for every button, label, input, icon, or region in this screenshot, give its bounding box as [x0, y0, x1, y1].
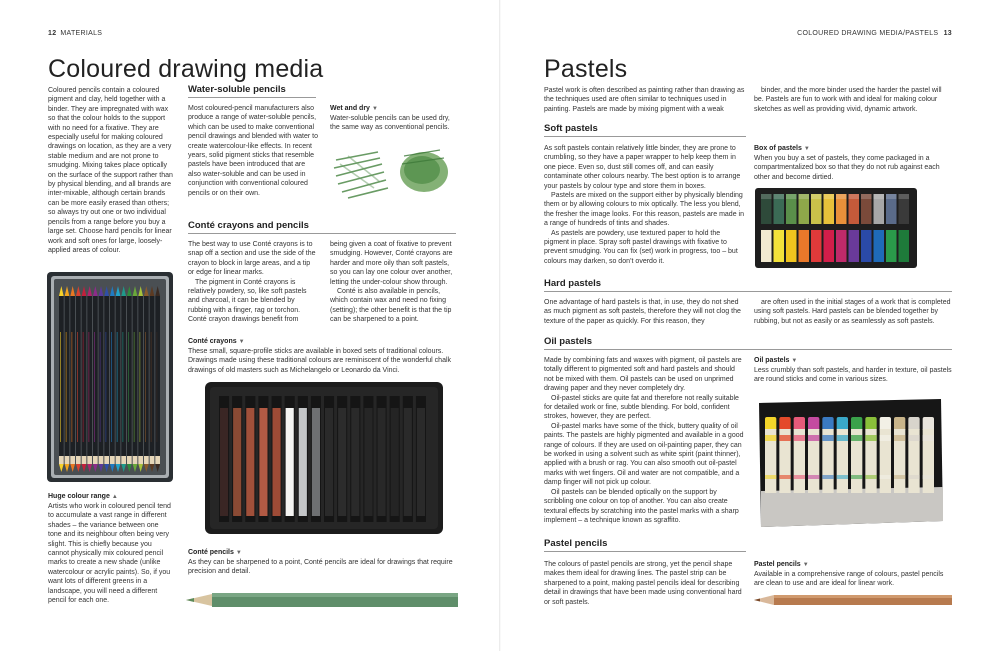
heading-water-soluble: Water-soluble pencils: [188, 84, 316, 98]
running-head-right: COLOURED DRAWING MEDIA/PASTELS 13: [797, 30, 952, 37]
pencil-stripe: [139, 332, 140, 442]
oil-pastel-tip: [865, 417, 876, 431]
conte-col1-p1: The best way to use Conté crayons is to snap off a section and use the side of the crayon to block in large areas, and a tip or edge for linear marks.: [188, 241, 316, 277]
pencil-wood: [133, 456, 138, 464]
oil-pastel-band: [908, 435, 919, 441]
pencil-stripe: [151, 332, 152, 442]
pastel-pencil-image: [754, 592, 952, 608]
conte-crayon-box-image: [205, 382, 443, 534]
soft-pastel-bottom: [786, 230, 797, 262]
conte-stick: [351, 408, 359, 516]
oil-pastel-band: [822, 475, 833, 479]
pencil-body: [99, 296, 104, 456]
pencil-wood: [87, 456, 92, 464]
huge-range-caption-label: Huge colour range ▲: [48, 493, 118, 500]
pencil-stripe: [128, 332, 129, 442]
conte-stick: [246, 408, 254, 516]
oil-pastel-tip: [794, 417, 805, 431]
soft-pastel-bottom: [886, 230, 897, 262]
box-pastels-caption-text: When you buy a set of pastels, they come packaged in a compartmentalized box so that they do not rub against each other and become dirtied.: [754, 155, 940, 181]
soft-pastel-shine: [836, 194, 847, 199]
pencil-stripe: [88, 332, 89, 442]
pencil-body: [82, 296, 87, 456]
pencil-body: [93, 296, 98, 456]
heading-soft-pastels: Soft pastels: [544, 123, 746, 137]
heading-hard-pastels: Hard pastels: [544, 278, 952, 292]
conte-pencils-caption-label: Conté pencils ▼: [188, 549, 242, 556]
pencil-body: [70, 296, 75, 456]
oil-pastel-tip: [779, 417, 790, 431]
conte-crayons-caption-label: Conté crayons ▼: [188, 338, 245, 345]
pastels-intro-col1: Pastel work is often described as painting rather than drawing as the techniques used are often similar to techniques used in painting. Pastels are made by mixing pigment with a weak: [544, 87, 745, 113]
conte-stick: [286, 408, 294, 516]
conte-pencils-caption-text: As they can be sharpened to a point, Conté pencils are ideal for drawings that require precision and detail.: [188, 559, 453, 576]
oil-pastel-band: [779, 435, 790, 441]
conte-col-2: [330, 240, 458, 325]
oil-pastel-band: [808, 475, 819, 479]
soft-pastel-bottom: [774, 230, 785, 262]
conte-stick: [364, 408, 372, 516]
oil-pastels-caption-label: Oil pastels ▼: [754, 357, 798, 364]
pastels-intro-col2: binder, and the more binder used the harder the pastel will be. Pastels are fun to work with and ideal for making colour sketches as well as providing vivid, dynamic artwork.: [754, 87, 942, 113]
heading-oil-pastels: Oil pastels: [544, 336, 952, 350]
pencil-wood: [65, 456, 70, 464]
oil-pastel-tip: [894, 417, 905, 431]
pencil-body: [144, 296, 149, 456]
oil-pastel-band: [808, 435, 819, 441]
pastel-pencils-caption-text: Available in a comprehensive range of colours, pastel pencils are clean to use and are ideal for linear work.: [754, 571, 944, 588]
pencil-stripe: [145, 332, 146, 442]
wet-dry-caption-label: Wet and dry ▼: [330, 105, 378, 112]
pencil-wood: [93, 456, 98, 464]
pencil-stripe: [66, 332, 67, 442]
pencil-wood: [70, 456, 75, 464]
oil-pastels-caption-text: Less crumbly than soft pastels, and harder in texture, oil pastels are round sticks and come in various sizes.: [754, 367, 952, 384]
oil-pastel-tip: [837, 417, 848, 431]
pencil-stripe: [134, 332, 135, 442]
oil-pastel-band: [822, 435, 833, 441]
oil-p1: Made by combining fats and waxes with pigment, oil pastels are totally different to pigmented soft and hard pastels and should not be mixed with them. Oil pastels can be used on unprimed drawing paper and they never completely dry.: [544, 357, 742, 393]
pencil-body: [110, 296, 115, 456]
pencil-body: [104, 296, 109, 456]
soft-pastel-shine: [811, 194, 822, 199]
conte-stick: [312, 408, 320, 516]
oil-pastel-band: [865, 435, 876, 441]
page-title-right: Pastels: [544, 55, 628, 83]
oil-pastel-tip: [851, 417, 862, 431]
pencil-wood: [138, 456, 143, 464]
pencil-wood: [150, 456, 155, 464]
pencil-wood: [82, 456, 87, 464]
oil-pastel-tip: [880, 417, 891, 431]
pastel-pencils-caption-label: Pastel pencils ▼: [754, 561, 809, 568]
pencil-body: [138, 296, 143, 456]
pastel-pencils-text: The colours of pastel pencils are strong, yet the pencil shape makes them ideal for drawing lines. The pastel strip can be sharpened to a point, making pastel pencils ideal for describing detail in drawings that have been made using conventional hard or soft pastels.: [544, 561, 742, 606]
conte-stick: [378, 408, 386, 516]
pencil-stripe: [117, 332, 118, 442]
soft-pastel-bottom: [874, 230, 885, 262]
pencil-stripe: [77, 332, 78, 442]
oil-pastel-band: [794, 435, 805, 441]
oil-pastel-tip: [923, 417, 934, 431]
soft-pastel-bottom: [799, 230, 810, 262]
pencil-body: [59, 296, 64, 456]
pencil-body: [65, 296, 70, 456]
pencil-stripe: [156, 332, 157, 442]
conte-crayons-caption-text: These small, square-profile sticks are available in boxed sets of traditional colours. Drawings made using these traditional colours are reminiscent of the wonderful chalk drawings of old masters such as Michelangelo or Leonardo da Vinci.: [188, 348, 452, 374]
water-soluble-text: Most coloured-pencil manufacturers also produce a range of water-soluble pencils, which can be used to make conventional pencil drawings and blended with water to create watercolour-like effects. In recent years, solid pigment sticks that resemble pastels have been introduced that are also water-soluble and can be used in conjunction with conventional coloured pencils or on their own.: [188, 105, 318, 197]
soft-pastel-shine: [861, 194, 872, 199]
oil-pastel-band: [765, 435, 776, 441]
soft-p1: As soft pastels contain relatively little binder, they are prone to crumbling, so they have a paper wrapper to help keep them in one piece. Even so, dust still comes off, and can easily contaminate other colours nearby. The best option is to arrange your pastels by colour type and store them in boxes.: [544, 145, 741, 190]
coloured-pencil-set-image: [47, 272, 173, 482]
oil-pastel-tip: [765, 417, 776, 431]
oil-pastel-band: [908, 475, 919, 479]
conte-stick: [391, 408, 399, 516]
soft-pastels-text: [544, 144, 746, 266]
oil-pastel-band: [794, 475, 805, 479]
conte-col-1: [188, 240, 318, 325]
pencil-wood: [127, 456, 132, 464]
page-title-left: Coloured drawing media: [48, 55, 324, 83]
conte-col2-p2: Conté is also available in pencils, which contain wax and need no fixing (setting); the other benefit is that the tip can be sharpened to a point.: [330, 288, 452, 324]
soft-pastel-bottom: [824, 230, 835, 262]
pencil-wood: [121, 456, 126, 464]
soft-pastel-box-image: [755, 188, 917, 268]
oil-pastel-band: [765, 475, 776, 479]
oil-pastel-band: [837, 475, 848, 479]
pencil-wood: [110, 456, 115, 464]
pencil-body: [87, 296, 92, 456]
soft-pastel-shine: [786, 194, 797, 199]
pencil-wood: [59, 456, 64, 464]
conte-stick: [325, 408, 333, 516]
conte-pencil-image: [186, 588, 458, 610]
box-pastels-caption-label: Box of pastels ▼: [754, 145, 810, 152]
pencil-body: [155, 296, 160, 456]
conte-stick: [404, 408, 412, 516]
conte-stick: [273, 408, 281, 516]
soft-pastel-bottom: [849, 230, 860, 262]
oil-pastel-band: [894, 475, 905, 479]
pencil-wood: [116, 456, 121, 464]
soft-pastel-shine: [874, 194, 885, 199]
oil-pastel-band: [880, 435, 891, 441]
intro-text: Coloured pencils contain a coloured pigment and clay, held together with a binder. They are impregnated with wax so that the colour holds to the support with no need for a fixative. They are especially useful for making coloured drawings on location, as they are a very stable medium and are not prone to smudging. Mixing takes place optically on the surface of the support rather than by physical blending, and all brands are inter-mixable, although certain brands can be more easily erased than others; so always try out one or two individual pencils from a range before you buy a large set. Choose hard pencils for linear work and soft ones for large, loosely-applied areas of colour.: [48, 87, 173, 254]
pencil-stripe: [83, 332, 84, 442]
pencil-wood: [155, 456, 160, 464]
soft-pastel-shine: [849, 194, 860, 199]
pencil-stripe: [105, 332, 106, 442]
oil-pastel-band: [923, 435, 934, 441]
conte-stick: [338, 408, 346, 516]
oil-pastel-band: [779, 475, 790, 479]
soft-pastel-shine: [774, 194, 785, 199]
oil-pastel-band: [851, 435, 862, 441]
oil-pastel-tip: [808, 417, 819, 431]
oil-pastel-band: [851, 475, 862, 479]
wet-dry-swatch-image: [328, 142, 456, 206]
soft-pastel-shine: [761, 194, 772, 199]
pencil-stripe: [111, 332, 112, 442]
hard-pastels-col1: One advantage of hard pastels is that, in use, they do not shed as much pigment as soft pastels, therefore they will not clog the texture of the paper as quickly. For this reason, they: [544, 299, 741, 325]
oil-pastel-box-image: [755, 395, 945, 529]
pencil-body: [133, 296, 138, 456]
pencil-body: [76, 296, 81, 456]
soft-pastel-bottom: [836, 230, 847, 262]
soft-p2: Pastels are mixed on the support either by physically blending them or by allowing colours to mix optically. The less you blend, the fresher the image looks. For this reason, pastels are made in a range of hundreds of tints and shades.: [544, 192, 744, 228]
soft-pastel-shine: [886, 194, 897, 199]
pencil-wood: [144, 456, 149, 464]
pencil-stripe: [100, 332, 101, 442]
wet-dry-caption-text: Water-soluble pencils can be used dry, the same way as conventional pencils.: [330, 115, 450, 132]
soft-pastel-shine: [799, 194, 810, 199]
heading-conte: Conté crayons and pencils: [188, 220, 456, 234]
pencil-stripe: [122, 332, 123, 442]
oil-p4: Oil pastels can be blended optically on the support by scribbling one colour on top of another. You can also create textural effects by scratching into the pastel marks with a sharp implement – a technique known as sgraffito.: [544, 488, 739, 524]
soft-pastel-shine: [824, 194, 835, 199]
pencil-body: [121, 296, 126, 456]
soft-p3: As pastels are powdery, use textured paper to hold the pigment in place. Spray soft pastel drawings with fixative to prevent smudging. You can fix (set) work in progress, too – but colours may darken, so don’t overdo it.: [544, 229, 738, 265]
pencil-body: [150, 296, 155, 456]
pencil-wood: [104, 456, 109, 464]
oil-pastel-band: [837, 435, 848, 441]
soft-pastel-bottom: [899, 230, 910, 262]
conte-stick: [220, 408, 228, 516]
pencil-wood: [76, 456, 81, 464]
running-head-left: 12 MATERIALS: [48, 30, 103, 37]
page-gutter: [499, 0, 501, 651]
pencil-stripe: [60, 332, 61, 442]
conte-stick: [417, 408, 425, 516]
heading-pastel-pencils: Pastel pencils: [544, 538, 746, 552]
oil-pastel-tip: [822, 417, 833, 431]
hard-pastels-col2: are often used in the initial stages of a work that is completed using soft pastels. Hard pastels can be blended together by rubbing, but not as easily or as seamlessly as soft pastels.: [754, 299, 951, 325]
huge-range-caption-text: Artists who work in coloured pencil tend to accumulate a vast range in different shades – the variance between one tone and its neighbour often being very slight. This is chiefly because you cannot physically mix coloured pencil marks to create a new shade (unlike watercolour or acrylic paints). So, if you want lots of different greens in a landscape, you will need a different pencil for each one.: [48, 503, 171, 605]
oil-pastels-text: [544, 356, 746, 525]
pencil-body: [127, 296, 132, 456]
pencil-body: [116, 296, 121, 456]
soft-pastel-bottom: [761, 230, 772, 262]
conte-stick: [233, 408, 241, 516]
pencil-wood: [99, 456, 104, 464]
soft-pastel-bottom: [811, 230, 822, 262]
oil-pastel-band: [865, 475, 876, 479]
conte-stick: [299, 408, 307, 516]
soft-pastel-bottom: [861, 230, 872, 262]
oil-p3: Oil-pastel marks have some of the thick, buttery quality of oil paints. The pastels are highly pigmented and available in a good range of colours. If they are used on oil-painting paper, they can be worked in using a solvent such as white spirit (paint thinner), applied with a brush or rag. You can also smooth out oil-pastel marks with wet fingers. Oil and water are not compatible, and a damp finger will not pick up colour.: [544, 422, 744, 487]
oil-p2: Oil-pastel sticks are quite fat and therefore not really suitable for detailed work or fine, subtle blending. For bold, confident strokes, however, they are perfect.: [544, 394, 739, 421]
conte-stick: [259, 408, 267, 516]
pencil-stripe: [71, 332, 72, 442]
soft-pastel-shine: [899, 194, 910, 199]
oil-pastel-band: [880, 475, 891, 479]
oil-pastel-band: [923, 475, 934, 479]
pencil-stripe: [94, 332, 95, 442]
conte-col1-p2: The pigment in Conté crayons is relatively powdery, so, like soft pastels and charcoal, it can be blended by rubbing with a finger, rag or torchon. Conté crayon drawings benefit from: [188, 278, 307, 324]
oil-pastel-tip: [908, 417, 919, 431]
oil-pastel-band: [894, 435, 905, 441]
conte-col2-p1: being given a coat of fixative to prevent smudging. However, Conté crayons are harder and more oily than soft pastels, so you can lay one colour over another, letting the under-colour show through.: [330, 241, 453, 286]
